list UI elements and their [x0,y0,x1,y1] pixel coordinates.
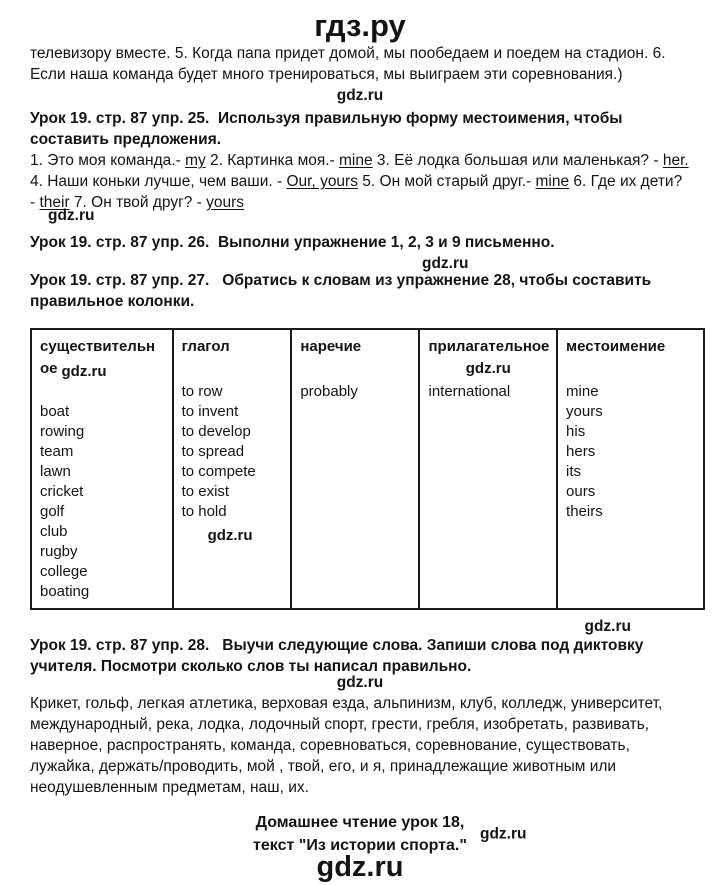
table-column-header: наречие [300,338,362,355]
watermark-center-1: gdz.ru [336,87,384,104]
table-column-header: прилагательное gdz.ru [428,336,548,382]
answer-word-underlined: their [39,194,70,211]
table-column-items [428,382,548,402]
answer-text-segment: 2. Картинка моя.- [205,152,340,169]
table-column-header: существительное gdz.ru [40,338,156,380]
watermark-table-noun: gdz.ru [61,363,107,380]
table-cell-item: team [40,443,74,460]
answers-table [30,328,705,610]
intro-paragraph: телевизору вместе. 5. Когда папа придет домой, мы пообедаем и поедем на стадион. 6. Если наша команда будет много тренироваться, мы выиграем эти соревнования.) [30,45,666,83]
table-column-2 [290,330,418,608]
table-column-items [300,382,410,402]
answer-text-segment: 4. Наши коньки лучше, чем ваши. - [30,173,287,190]
ex25-heading: Урок 19. стр. 87 упр. 25. Используя правильную форму местоимения, чтобы составить предложения. [30,110,627,148]
answer-word-underlined: her. [662,152,689,169]
table-column-items [566,382,695,522]
footer-line-1: Домашнее чтение урок 18, [255,814,465,831]
footer-block [30,811,690,857]
answer-word-underlined: mine [535,173,570,190]
table-cell-item: international [428,383,511,400]
table-column-1 [172,330,291,608]
table-column-items [182,382,283,546]
table-cell-item: rowing [40,423,85,440]
table-cell-item: theirs [566,503,603,520]
answer-word-underlined: yours [206,194,245,211]
answer-text-segment: 6. Где их дети? - [30,173,683,211]
table-column-header: местоимение [566,338,666,355]
watermark-left: gdz.ru [48,207,95,224]
answer-text-segment: 3. Её лодка большая или маленькая? - [372,152,663,169]
ex27-heading: Урок 19. стр. 87 упр. 27. Обратись к словам из упражнение 28, чтобы составить правильное колонки. [30,272,656,310]
table-cell-item: to compete [181,463,256,480]
table-cell-item: rugby [40,543,78,560]
answer-text-segment: 1. Это моя команда.- [30,152,186,169]
footer-reading-note [30,811,690,857]
answer-text-segment: 7. Он твой друг? - [69,194,207,211]
table-cell-item: ours [566,483,596,500]
answer-text-segment: 5. Он мой старый друг.- [357,173,536,190]
table-cell-item: lawn [40,463,71,480]
table-cell-item: boat [40,403,70,420]
table-cell-item: to exist [181,483,230,500]
site-logo-bottom: gdz.ru [316,851,404,883]
table-cell-item: to hold [181,503,227,520]
watermark-ex26: gdz.ru [422,255,469,272]
table-column-3 [418,330,556,608]
ex28-word-list: Крикет, гольф, легкая атлетика, верховая езда, альпинизм, клуб, колледж, университет, международный, река, лодка, лодочный спорт, грести, гребля, изобретать, развивать, наверное, распространять, команда, соревноваться, соревнование, существовать, лужайка, держать/проводить, мой , твой, его, и я, принадлежащие животным или неодушевленным предметам, наш, их. [30,695,663,796]
watermark-footer: gdz.ru [480,825,527,843]
table-column-header: глагол [181,338,230,355]
table-cell-item: club [40,523,68,540]
table-cell-item: hers [566,443,596,460]
answer-word-underlined: my [185,152,206,169]
answer-word-underlined: mine [339,152,373,169]
table-cell-item: probably [300,383,358,400]
table-cell-item: college [40,563,88,580]
watermark-table-adjective: gdz.ru [465,360,511,377]
table-cell-item: to spread [181,443,245,460]
table-column-0 [32,330,172,608]
table-cell-item: to row [181,383,223,400]
answer-word-underlined: Our, yours [286,173,358,190]
table-cell-item: boating [40,583,90,600]
watermark-center-2: gdz.ru [336,674,384,691]
ex28-heading: Урок 19. стр. 87 упр. 28. Выучи следующие слова. Запиши слова под диктовку учителя. Посмотри сколько слов ты написал правильно. [30,637,648,675]
table-column-items [40,402,164,602]
footer-line-2: текст "Из истории спорта." [253,837,467,854]
table-cell-item: mine [566,383,599,400]
table-cell-item: his [566,423,586,440]
site-logo-top: гдз.ру [314,8,406,43]
watermark-right: gdz.ru [584,618,631,635]
watermark-table-verb: gdz.ru [207,527,253,544]
table-cell-item: yours [566,403,603,420]
ex25-answer [30,150,690,213]
ex26-heading: Урок 19. стр. 87 упр. 26. Выполни упражнение 1, 2, 3 и 9 письменно. [30,234,555,251]
table-cell-item: its [566,463,582,480]
table-column-4 [556,330,703,608]
table-cell-item: cricket [40,483,84,500]
table-cell-item: to invent [181,403,239,420]
table-cell-item: to develop [181,423,251,440]
table-cell-item: golf [40,503,65,520]
